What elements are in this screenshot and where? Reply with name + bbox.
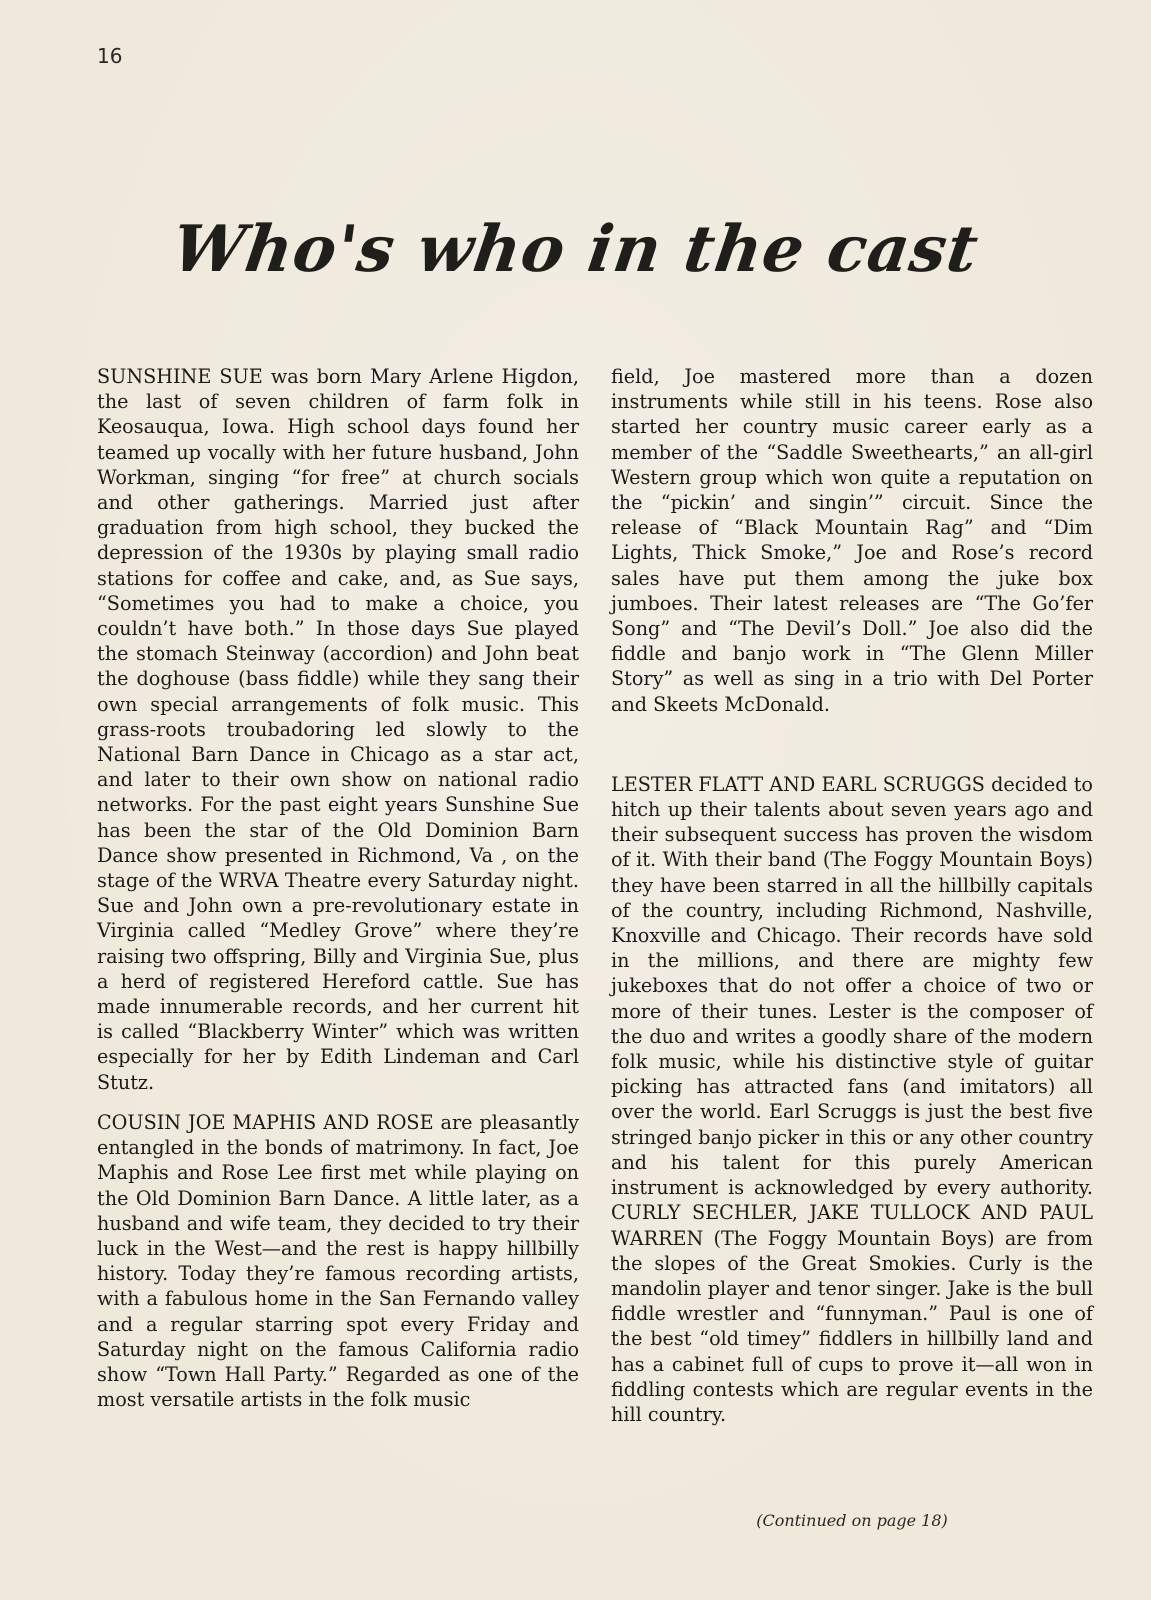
left-column (97, 364, 579, 1412)
page-title: Who's who in the cast (167, 212, 984, 287)
flatt-scruggs-paragraph: LESTER FLATT AND EARL SCRUGGS decided to hitch up their talents about seven years ago and their subsequent success has proven the wisdom of it. With their band (The Foggy Mountain Boys) they have been starred in all the hillbilly capitals of the country, including Richmond, Nashville, Knoxville and Chicago. Their records have sold in the millions, and there are mighty few jukeboxes that do not offer a choice of two or more of their tunes. Lester is the composer of the duo and writes a goodly share of the modern folk music, while his distinctive style of guitar picking has attracted fans (and imitators) all over the world. Earl Scruggs is just the best five stringed banjo picker in this or any other country and his talent for this purely American instrument is acknowledged by every authority. CURLY SECHLER, JAKE TULLOCK AND PAUL WARREN (The Foggy Mountain Boys) are from the slopes of the Great Smokies. Curly is the mandolin player and tenor singer. Jake is the bull fiddle wrestler and “funnyman.” Paul is one of the best “old timey” fiddlers in hillbilly land and has a cabinet full of cups to prove it—all won in fiddling contests which are regular events in the hill country. (611, 772, 1093, 1426)
page-number: 16 (97, 44, 123, 68)
continued-note: (Continued on page 18) (756, 1511, 948, 1530)
joe-maphis-rose-continued-paragraph: field, Joe mastered more than a dozen instruments while still in his teens. Rose also started her country music career early as a member of the “Saddle Sweethearts,” an all-girl Western group which won quite a reputation on the “pickin’ and singin’” circuit. Since the release of “Black Mountain Rag” and “Dim Lights, Thick Smoke,” Joe and Rose’s record sales have put them among the juke box jumboes. Their latest releases are “The Go’fer Song” and “The Devil’s Doll.” Joe also did the fiddle and banjo work in “The Glenn Miller Story” as well as sing in a trio with Del Porter and Skeets McDonald. (611, 365, 1093, 716)
sunshine-sue-paragraph: SUNSHINE SUE was born Mary Arlene Higdon, the last of seven children of farm folk in Keosauqua, Iowa. High school days found her teamed up vocally with her future husband, John Workman, singing “for free” at church socials and other gatherings. Married just after graduation from high school, they bucked the depression of the 1930s by playing small radio stations for coffee and cake, and, as Sue says, “Sometimes you had to make a choice, you couldn’t have both.” In those days Sue played the stomach Steinway (accordion) and John beat the doghouse (bass fiddle) while they sang their own special arrangements of folk music. This grass-roots troubadoring led slowly to the National Barn Dance in Chicago as a star act, and later to their own show on national radio networks. For the past eight years Sunshine Sue has been the star of the Old Dominion Barn Dance show presented in Richmond, Va , on the stage of the WRVA Theatre every Saturday night. Sue and John own a pre-revolutionary estate in Virginia called “Medley Grove” where they’re raising two offspring, Billy and Virginia Sue, plus a herd of registered Hereford cattle. Sue has made innumerable records, and her current hit is called “Blackberry Winter” which was written especially for her by Edith Lindeman and Carl Stutz. (97, 365, 579, 1094)
joe-maphis-rose-paragraph: COUSIN JOE MAPHIS AND ROSE are pleasantly entangled in the bonds of matrimony. In fact, Joe Maphis and Rose Lee first met while playing on the Old Dominion Barn Dance. A little later, as a husband and wife team, they decided to try their luck in the West—and the rest is happy hillbilly history. Today they’re famous recording artists, with a fabulous home in the San Fernando valley and a regular starring spot every Friday and Saturday night on the famous California radio show “Town Hall Party.” Regarded as one of the most versatile artists in the folk music (97, 1110, 579, 1412)
right-column (611, 364, 1093, 1427)
